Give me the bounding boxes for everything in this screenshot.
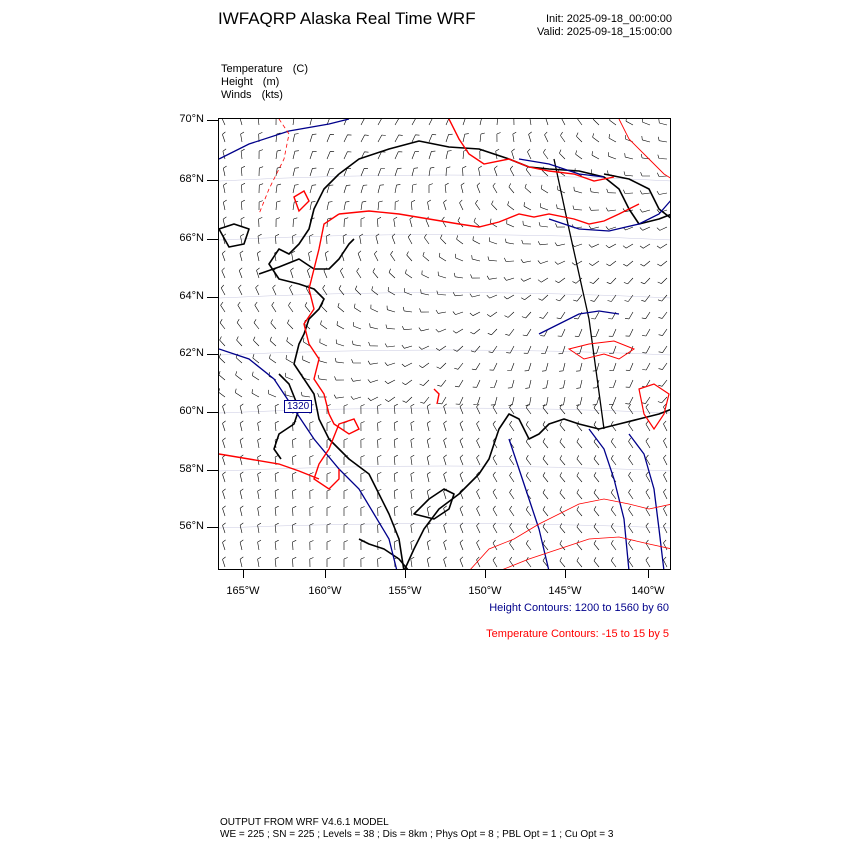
model-footer [220, 817, 613, 841]
lat-tick [207, 297, 218, 298]
valid-time: Valid: 2025-09-18_15:00:00 [537, 26, 672, 38]
lon-tick [243, 570, 244, 578]
lat-tick [207, 527, 218, 528]
lon-tick [485, 570, 486, 578]
lat-tick [207, 239, 218, 240]
lat-label-66: 66°N [179, 232, 204, 244]
lat-label-56: 56°N [179, 520, 204, 532]
lon-label-145: 145°W [548, 585, 582, 597]
lon-tick [325, 570, 326, 578]
map-canvas [219, 119, 671, 570]
plot-title: IWFAQRP Alaska Real Time WRF [218, 9, 476, 28]
lat-label-60: 60°N [179, 405, 204, 417]
height-contour-south3 [629, 434, 664, 570]
lat-label-62: 62°N [179, 347, 204, 359]
height-contour-label: 1320 [284, 400, 312, 413]
lat-tick [207, 180, 218, 181]
height-contour-south2 [589, 429, 629, 570]
lon-tick [648, 570, 649, 578]
height-contour-ne [549, 199, 671, 231]
field-legend [221, 63, 308, 102]
height-contours-caption: Height Contours: 1200 to 1560 by 60 [489, 602, 669, 614]
lat-label-58: 58°N [179, 463, 204, 475]
lat-label-70: 70°N [179, 113, 204, 125]
lat-label-64: 64°N [179, 290, 204, 302]
temp-contour-5-s2 [499, 537, 671, 570]
temperature-contours-caption: Temperature Contours: -15 to 15 by 5 [486, 628, 669, 640]
temp-contour-nw-patch [294, 191, 309, 211]
lon-label-165: 165°W [226, 585, 260, 597]
temp-contour-ne [619, 119, 671, 179]
footer-model: OUTPUT FROM WRF V4.6.1 MODEL [220, 817, 389, 828]
lon-label-140: 140°W [631, 585, 665, 597]
init-time: Init: 2025-09-18_00:00:00 [546, 13, 672, 25]
legend-height: Height (m) [221, 76, 280, 88]
run-times [537, 13, 672, 39]
lat-tick [207, 120, 218, 121]
lon-label-155: 155°W [388, 585, 422, 597]
temp-contour-5-sw [219, 454, 319, 479]
coast-st-lawrence [219, 224, 249, 247]
temp-contour-0-west [449, 119, 614, 181]
lon-tick [405, 570, 406, 578]
temp-contour-0-main [339, 204, 639, 227]
lat-label-68: 68°N [179, 173, 204, 185]
footer-params: WE = 225 ; SN = 225 ; Levels = 38 ; Dis = 8km ; Phys Opt = 8 ; PBL Opt = 1 ; Cu Opt = 3 [220, 829, 614, 840]
graticule [219, 175, 671, 528]
lat-tick [207, 354, 218, 355]
coast-north-slope [339, 141, 671, 224]
temp-contour-5-s [469, 499, 671, 570]
temp-contour-kenai [434, 389, 439, 404]
temp-contour-west-dash [259, 119, 289, 214]
legend-temperature: Temperature (C) [221, 63, 309, 75]
map-plot-area [218, 118, 671, 570]
lon-tick [565, 570, 566, 578]
lat-tick [207, 470, 218, 471]
temp-contour-e-island [569, 341, 634, 359]
lon-label-160: 160°W [308, 585, 342, 597]
coast-west-alaska [269, 174, 404, 570]
lon-label-150: 150°W [468, 585, 502, 597]
legend-winds: Winds (kts) [221, 89, 283, 101]
coast-kuskokwim [274, 374, 299, 459]
lat-tick [207, 412, 218, 413]
height-contour-interior [539, 311, 619, 334]
